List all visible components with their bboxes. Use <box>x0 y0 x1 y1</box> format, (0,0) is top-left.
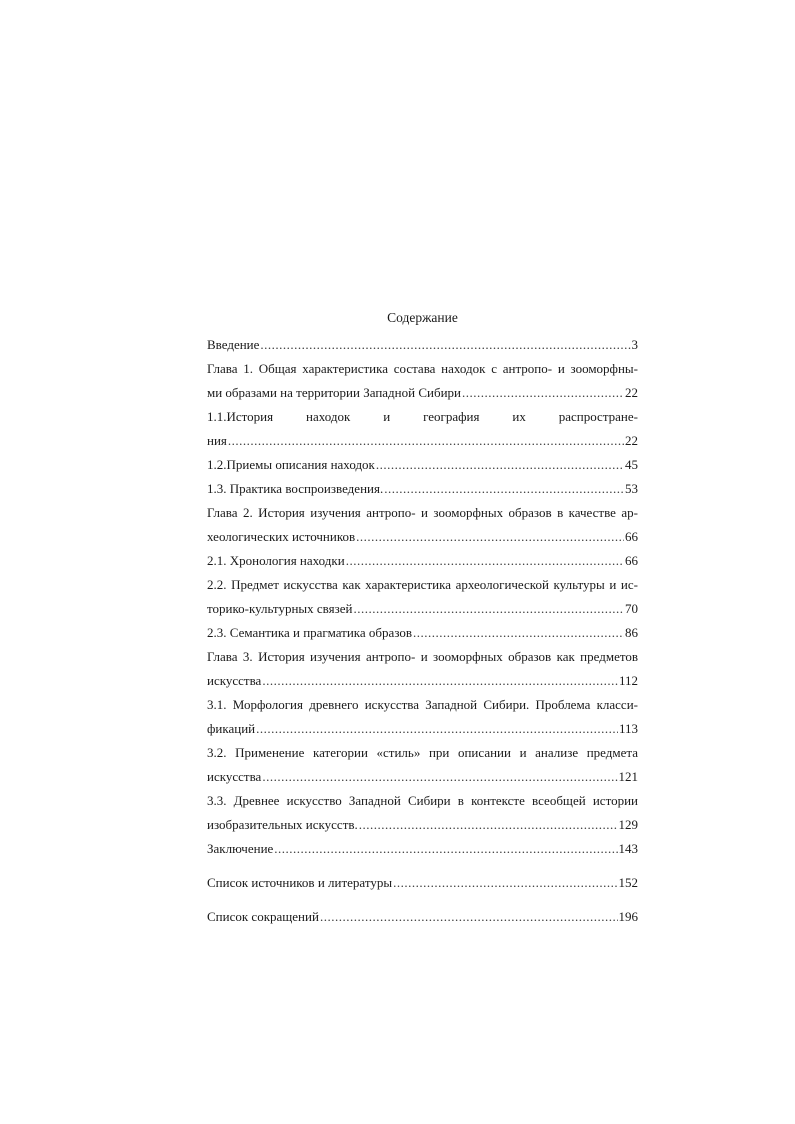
toc-entry <box>207 741 638 789</box>
dot-leader <box>462 381 624 405</box>
dot-leader <box>256 717 618 741</box>
dot-leader <box>274 837 617 861</box>
toc-entry <box>207 645 638 693</box>
toc-entry-text: Глава 2. История изучения антропо- и зооморфных образов в качестве ар- <box>207 505 638 520</box>
toc-entry-text: Глава 1. Общая характеристика состава находок с антропо- и зооморфны- <box>207 361 638 376</box>
dot-leader <box>384 477 624 501</box>
toc-entry-text: 3.3. Древнее искусство Западной Сибири в контексте всеобщей истории <box>207 793 638 808</box>
toc-page-number: 3 <box>631 337 638 352</box>
toc-entry <box>207 789 638 837</box>
toc-entry <box>207 905 638 929</box>
dot-leader <box>359 813 618 837</box>
toc-entry-text: 2.3. Семантика и прагматика образов <box>207 625 413 640</box>
toc-page-number: 22 <box>625 433 638 448</box>
toc-entry <box>207 333 638 357</box>
toc-entry-text: Введение <box>207 337 260 352</box>
dot-leader <box>376 453 624 477</box>
toc-entry <box>207 573 638 621</box>
toc-entry <box>207 871 638 895</box>
toc-entry-text: 1.1.История находок и география их распростране- <box>207 409 638 424</box>
spacer <box>207 895 638 905</box>
toc-entry <box>207 837 638 861</box>
dot-leader <box>262 669 618 693</box>
toc-entry-text: искусства <box>207 769 262 784</box>
toc-entry <box>207 501 638 549</box>
dot-leader <box>353 597 624 621</box>
toc-page-number: 86 <box>625 625 638 640</box>
toc-page-number: 196 <box>618 909 638 924</box>
toc-page-number: 129 <box>618 817 638 832</box>
toc-page-number: 113 <box>618 721 638 736</box>
spacer <box>207 861 638 871</box>
toc-entry <box>207 621 638 645</box>
dot-leader <box>346 549 624 573</box>
toc-entry-text: 1.3. Практика воспроизведения. <box>207 481 384 496</box>
toc-entry-text: фикаций <box>207 721 256 736</box>
toc-entry-text: торико-культурных связей <box>207 601 353 616</box>
toc-entry-text: искусства <box>207 673 262 688</box>
toc-entry <box>207 549 638 573</box>
toc-entry-text: хеологических источников <box>207 529 356 544</box>
toc-entry-text: 1.2.Приемы описания находок <box>207 457 375 472</box>
dot-leader <box>228 429 624 453</box>
toc-page-number: 112 <box>618 673 638 688</box>
dot-leader <box>393 871 617 895</box>
toc-entry-text: ния <box>207 433 227 448</box>
toc-entry <box>207 453 638 477</box>
toc-entry-text: 3.2. Применение категории «стиль» при описании и анализе предмета <box>207 745 638 760</box>
toc-page-number: 53 <box>625 481 638 496</box>
toc-entries <box>207 333 638 929</box>
toc-entry-text: 2.2. Предмет искусства как характеристика археологической культуры и ис- <box>207 577 638 592</box>
dot-leader <box>262 765 617 789</box>
toc-page-number: 66 <box>625 529 638 544</box>
toc-entry-text: Заключение <box>207 841 274 856</box>
dot-leader <box>260 333 630 357</box>
toc-title: Содержание <box>387 310 458 325</box>
toc-entry-text: 2.1. Хронология находки <box>207 553 345 568</box>
toc-entry-text: Список источников и литературы <box>207 875 393 890</box>
toc-entry-text: 3.1. Морфология древнего искусства Западной Сибири. Проблема класси- <box>207 697 638 712</box>
dot-leader <box>413 621 624 645</box>
toc-page-number: 121 <box>618 769 638 784</box>
toc-page-number: 22 <box>625 385 638 400</box>
toc-entry-text: Глава 3. История изучения антропо- и зооморфных образов как предметов <box>207 649 638 664</box>
toc-entry <box>207 405 638 453</box>
toc-entry-text: Список сокращений <box>207 909 319 924</box>
dot-leader <box>356 525 624 549</box>
toc-page-number: 143 <box>618 841 638 856</box>
toc-entry-text: изобразительных искусств. <box>207 817 358 832</box>
toc-page-number: 45 <box>625 457 638 472</box>
toc-page-number: 66 <box>625 553 638 568</box>
table-of-contents <box>207 307 638 929</box>
toc-entry <box>207 693 638 741</box>
toc-entry-text: ми образами на территории Западной Сибири <box>207 385 461 400</box>
toc-page-number: 70 <box>625 601 638 616</box>
dot-leader <box>320 905 618 929</box>
toc-page-number: 152 <box>618 875 638 890</box>
toc-entry <box>207 357 638 405</box>
toc-entry <box>207 477 638 501</box>
